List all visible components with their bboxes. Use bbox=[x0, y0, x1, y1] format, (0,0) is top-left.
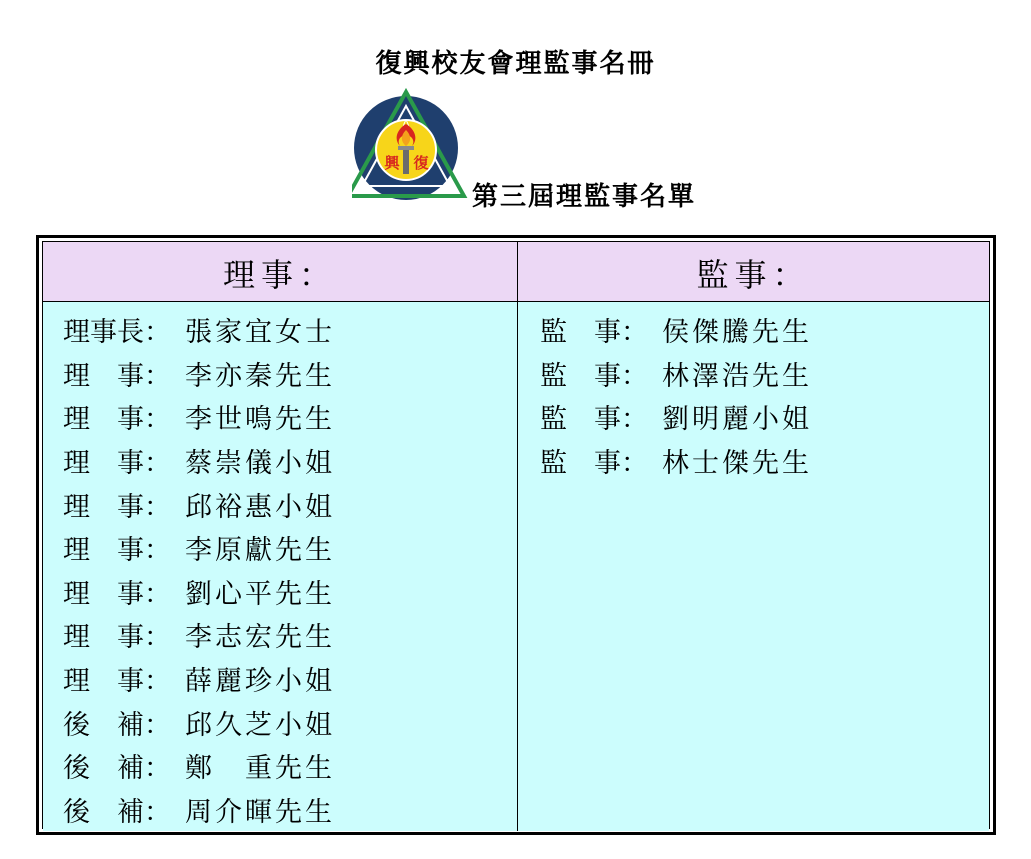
member-row bbox=[43, 439, 517, 483]
document-subtitle: 第三屆理監事名單 bbox=[472, 182, 697, 212]
member-role: 理 事： bbox=[63, 535, 171, 567]
member-name: 周介暉先生 bbox=[185, 796, 335, 828]
member-row bbox=[43, 482, 517, 526]
logo-char-right: 復 bbox=[413, 154, 429, 172]
member-role: 理 事： bbox=[63, 448, 171, 480]
member-role: 理 事： bbox=[63, 666, 171, 698]
member-role: 理 事： bbox=[63, 404, 171, 436]
member-row bbox=[43, 788, 517, 832]
member-role: 監 事： bbox=[540, 404, 648, 436]
member-row bbox=[43, 700, 517, 744]
member-name: 林澤浩先生 bbox=[662, 360, 812, 392]
document-title: 復興校友會理監事名冊 bbox=[375, 49, 656, 79]
logo-char-left: 興 bbox=[384, 154, 400, 172]
member-name: 邱裕惠小姐 bbox=[185, 491, 335, 523]
roster-table bbox=[36, 235, 996, 835]
member-role: 理 事： bbox=[63, 578, 171, 610]
member-name: 劉明麗小姐 bbox=[662, 404, 812, 436]
member-name: 蔡崇儀小姐 bbox=[185, 448, 335, 480]
member-role: 監 事： bbox=[540, 448, 648, 480]
member-row bbox=[43, 308, 517, 352]
member-role: 後 補： bbox=[63, 753, 171, 785]
member-row bbox=[43, 526, 517, 570]
member-row bbox=[43, 395, 517, 439]
member-name: 邱久芝小姐 bbox=[185, 709, 335, 741]
member-role: 後 補： bbox=[63, 796, 171, 828]
member-row bbox=[43, 613, 517, 657]
member-row bbox=[518, 308, 989, 352]
member-name: 李原獻先生 bbox=[185, 535, 335, 567]
member-role: 理 事： bbox=[63, 491, 171, 523]
member-row bbox=[43, 352, 517, 396]
member-role: 理 事： bbox=[63, 622, 171, 654]
directors-column-header: 理事： bbox=[43, 242, 518, 302]
member-row bbox=[43, 570, 517, 614]
member-name: 侯傑騰先生 bbox=[662, 317, 812, 349]
member-name: 李世鳴先生 bbox=[185, 404, 335, 436]
member-role: 理 事： bbox=[63, 360, 171, 392]
member-name: 張家宜女士 bbox=[185, 317, 335, 349]
directors-list bbox=[43, 302, 518, 831]
member-role: 監 事： bbox=[540, 360, 648, 392]
member-name: 林士傑先生 bbox=[662, 448, 812, 480]
member-role: 後 補： bbox=[63, 709, 171, 741]
supervisors-column-header: 監事： bbox=[518, 242, 989, 302]
alumni-association-logo bbox=[352, 88, 468, 204]
member-row bbox=[518, 352, 989, 396]
member-name: 薛麗珍小姐 bbox=[185, 666, 335, 698]
member-row bbox=[518, 439, 989, 483]
supervisors-list bbox=[518, 302, 989, 831]
member-row bbox=[43, 744, 517, 788]
member-name: 李亦秦先生 bbox=[185, 360, 335, 392]
member-row bbox=[518, 395, 989, 439]
member-name: 李志宏先生 bbox=[185, 622, 335, 654]
member-name: 劉心平先生 bbox=[185, 578, 335, 610]
member-row bbox=[43, 657, 517, 701]
member-name: 鄭 重先生 bbox=[185, 753, 335, 785]
member-role: 監 事： bbox=[540, 317, 648, 349]
member-role: 理事長： bbox=[63, 317, 171, 349]
